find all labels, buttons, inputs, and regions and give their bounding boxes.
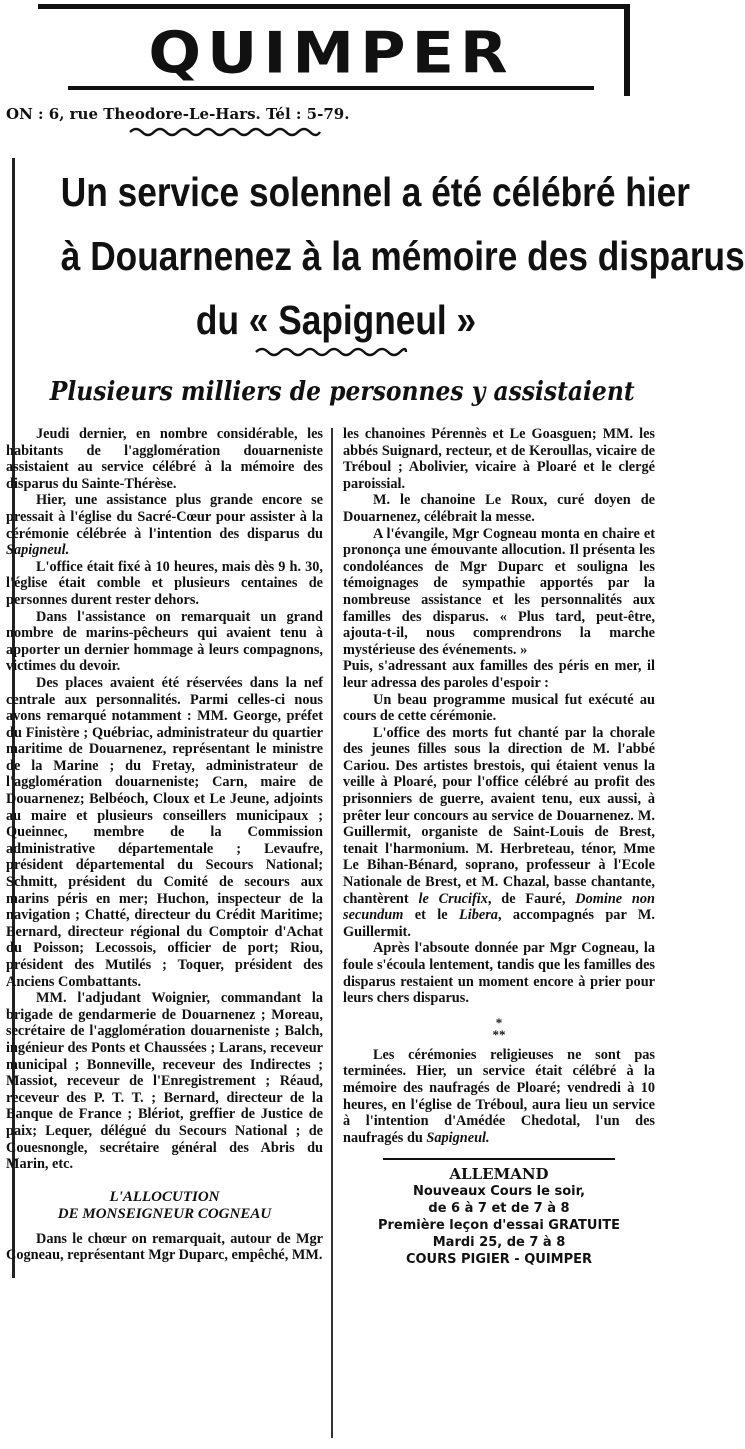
paragraph: L'office était fixé à 10 heures, mais dès 9 h. 30, l'église était comble et plusieurs centaines de personnes durent rester dehors. bbox=[6, 558, 323, 608]
text-run: , de Fauré, bbox=[487, 890, 576, 907]
subheadline: Plusieurs milliers de personnes y assistaient bbox=[49, 377, 635, 407]
text-run: L'office des morts fut chanté par la chorale des jeunes filles sous la direction de M. l'abbé Cariou. Des artistes brestois, qui étaient venus la veille à Ploaré, pour l'office célébré au profit des prisonniers de guerre, avaient tenu, eux aussi, à prêter leur concours au service de Douarnenez. M. Guillermit, organiste de Saint-Louis de Brest, tenait l'harmonium. M. Herbreteau, ténor, Mme Le Bihan-Bénard, soprano, professeur à l'Ecole Nationale de Brest, et M. Chazal, basse chantante, chantèrent bbox=[343, 724, 655, 907]
paragraph bbox=[6, 492, 323, 558]
ad-title: ALLEMAND bbox=[449, 1165, 549, 1184]
ornament-wave-middle bbox=[256, 344, 406, 360]
ship-name: Sapigneul. bbox=[6, 542, 70, 559]
section-heading-line-1: L'ALLOCUTION bbox=[109, 1188, 220, 1205]
paragraph: les chanoines Pérennès et Le Goasguen; MM. les abbés Suignard, recteur, et de Keroullas, vicaire de Tréboul ; Abolivier, vicaire à Ploaré et le clergé paroissial. bbox=[343, 426, 655, 492]
headline-line-3: du « Sapigneul » bbox=[195, 297, 477, 343]
article-column-left bbox=[6, 426, 323, 1264]
section-heading-line-2: DE MONSEIGNEUR COGNEAU bbox=[57, 1205, 272, 1222]
paragraph: Puis, s'adressant aux familles des péris en mer, il leur adressa des paroles d'espoir : bbox=[343, 658, 655, 691]
ad-line: Mardi 25, de 7 à 8 bbox=[432, 1235, 566, 1251]
masthead bbox=[38, 4, 630, 96]
paragraph: Un beau programme musical fut exécuté au cours de cette cérémonie. bbox=[343, 691, 655, 725]
paragraph: A l'évangile, Mgr Cogneau monta en chaire et prononça une émouvante allocution. Il présenta les condoléances de Mgr Duparc et souligna les témoignages de sympathie apportés par la nombreuse assistance et les personnalités aux familles des disparus. « Plus tard, peut-être, ajouta-t-il, nous comprendrons la marche mystérieuse des événements. » bbox=[343, 525, 655, 658]
work-title: le Crucifix bbox=[418, 890, 488, 907]
paragraph: Jeudi dernier, en nombre considérable, les habitants de l'agglomération douarneniste assistaient au service célébré à la mémoire des disparus du Sainte-Thérèse. bbox=[6, 426, 323, 492]
section-heading bbox=[6, 1189, 323, 1223]
ship-name: Sapigneul. bbox=[426, 1129, 490, 1146]
ad-line: COURS PIGIER - QUIMPER bbox=[405, 1252, 593, 1268]
work-title: Domine non secundum bbox=[343, 890, 655, 924]
text-run: Les cérémonies religieuses ne sont pas terminées. Hier, un service était célébré à la mémoire des naufragés de Ploaré; vendredi à 10 heures, en l'église de Tréboul, aura lieu un service à l'intention d'Amédée Chedotal, l'un des naufragés du bbox=[343, 1046, 655, 1146]
ad-line: Première leçon d'essai GRATUITE bbox=[377, 1218, 621, 1234]
text-run: , accompagnés par M. Guillermit. bbox=[343, 907, 655, 940]
office-address: ON : 6, rue Theodore-Le-Hars. Tél : 5-79. bbox=[6, 105, 350, 123]
paragraph: Dans l'assistance on remarquait un grand nombre de marins-pêcheurs qui avaient tenu à apporter un dernier hommage à leurs compagnons, victimes du devoir. bbox=[6, 608, 323, 675]
article-column-right bbox=[343, 426, 655, 1268]
advertisement bbox=[343, 1166, 655, 1268]
text-run: et le bbox=[403, 907, 460, 924]
headline-line-2: à Douarnenez à la mémoire des disparus bbox=[60, 233, 745, 279]
masthead-title: QUIMPER bbox=[148, 18, 514, 87]
ad-line: Nouveaux Cours le soir, bbox=[412, 1184, 586, 1200]
headline bbox=[60, 160, 745, 352]
headline-line-1: Un service solennel a été célébré hier bbox=[60, 169, 690, 215]
ad-rule bbox=[383, 1158, 615, 1160]
paragraph: Après l'absoute donnée par Mgr Cogneau, la foule s'écoula lentement, tandis que les familles des disparus restaient un moment encore à prier pour leurs chers disparus. bbox=[343, 940, 655, 1007]
ornament-wave-top bbox=[130, 124, 320, 140]
ad-line: de 6 à 7 et de 7 à 8 bbox=[428, 1201, 570, 1217]
work-title: Libera bbox=[459, 907, 498, 924]
asterism: * ** bbox=[492, 1014, 506, 1042]
paragraph: Dans le chœur on remarquait, autour de Mgr Cogneau, représentant Mgr Duparc, empêché, MM. bbox=[6, 1230, 323, 1264]
masthead-rule bbox=[68, 86, 594, 90]
paragraph: Des places avaient été réservées dans la nef centrale aux personnalités. Parmi celles-ci nous avons remarqué notamment : MM. George, préfet du Finistère ; Québriac, administrateur du quartier maritime de Douarnenez, représentant le ministre de la Marine ; du Fretay, administrateur de l'agglomération douarneniste; Carn, maire de Douarnenez; Belbéoch, Cloux et Le Jeune, adjoints au maire et plusieurs conseillers municipaux ; Queinnec, membre de la Commission administrative départementale ; Levaufre, président départemental du Secours National; Schmitt, président du Comité de secours aux marins péris en mer; Huchon, inspecteur de la navigation ; Chatté, directeur du Crédit Maritime; Bernard, directeur régional du Comptoir d'Achat du Poisson; Lecossois, officier de port; Riou, président des Mutilés ; Toquer, président des Anciens Combattants. bbox=[6, 674, 323, 990]
paragraph bbox=[343, 725, 655, 941]
column-divider bbox=[331, 428, 333, 1438]
text-run: Hier, une assistance plus grande encore se pressait à l'église du Sacré-Cœur pour assister à la cérémonie célébrée à l'intention des disparus du bbox=[6, 492, 323, 542]
paragraph: MM. l'adjudant Woignier, commandant la brigade de gendarmerie de Douarnenez ; Moreau, secrétaire de l'agglomération douarneniste ; Balch, ingénieur des Ponts et Chaussées ; Larans, receveur municipal ; Bonneville, receveur des Indirectes ; Massiot, receveur de l'Enregistrement ; Réaud, receveur des P. T. T. ; Bernard, directeur de la Banque de France ; Blériot, greffier de Justice de paix; Lequer, délégué du Secours National ; de Couesnongle, secrétaire général des Abris du Marin, etc. bbox=[6, 990, 323, 1173]
paragraph: M. le chanoine Le Roux, curé doyen de Douarnenez, célébrait la messe. bbox=[343, 492, 655, 525]
paragraph bbox=[343, 1047, 655, 1147]
